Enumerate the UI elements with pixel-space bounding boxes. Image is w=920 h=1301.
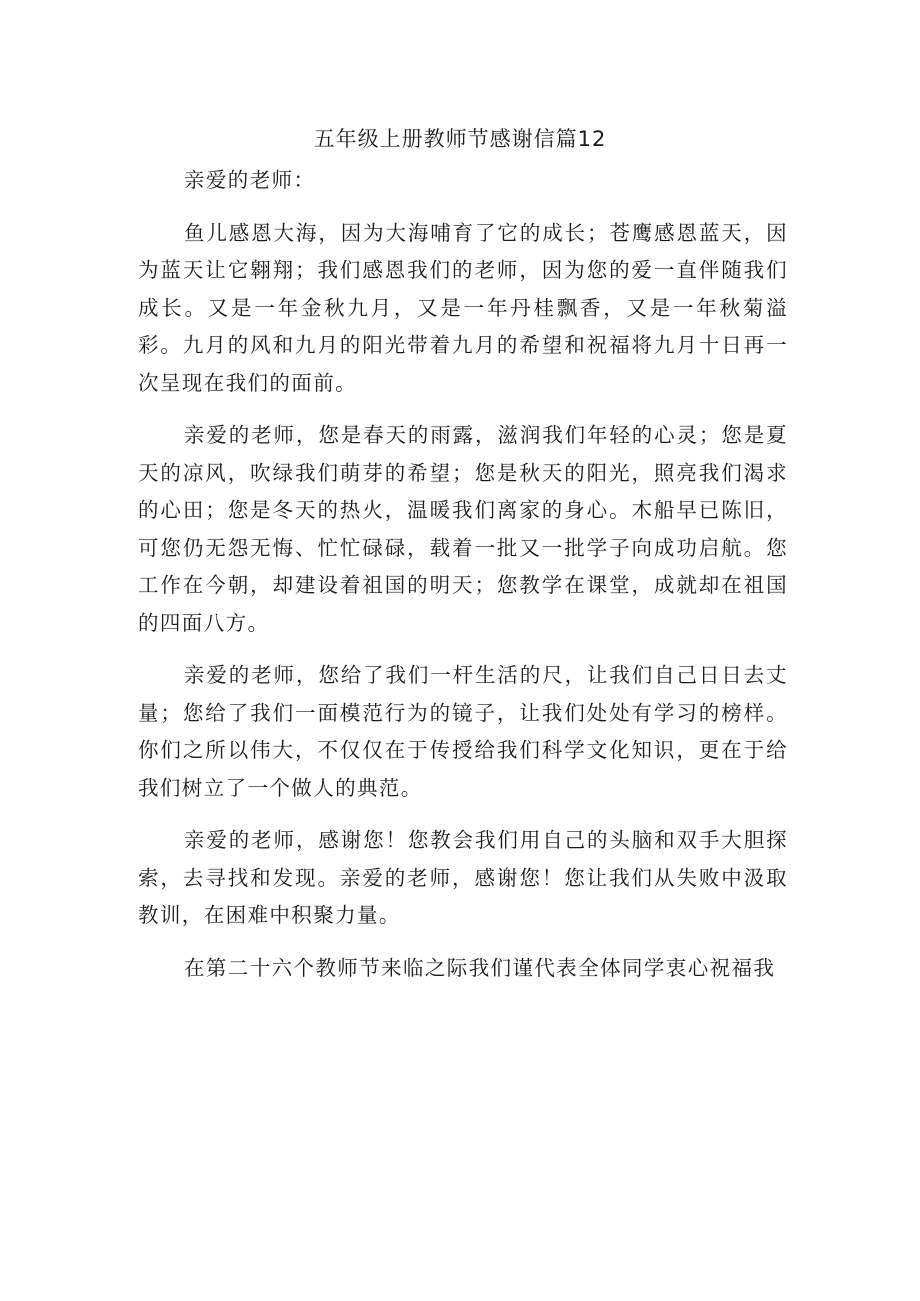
letter-salutation: 亲爱的老师：	[184, 168, 316, 192]
paragraph-2: 亲爱的老师，您是春天的雨露，滋润我们年轻的心灵；您是夏天的凉风，吹绿我们萌芽的希望；您是秋天的阳光，照亮我们渴求的心田；您是冬天的热火，温暖我们离家的身心。木船早已陈旧，可您仍无怨无悔、忙忙碌碌，载着一批又一批学子向成功启航。您工作在今朝，却建设着祖国的明天；您教学在课堂，成就却在祖国的四面八方。	[138, 423, 788, 635]
paragraph-5: 在第二十六个教师节来临之际我们谨代表全体同学衷心祝福我	[184, 955, 776, 980]
paragraph-1: 鱼儿感恩大海，因为大海哺育了它的成长；苍鹰感恩蓝天，因为蓝天让它翱翔；我们感恩我们的老师，因为您的爱一直伴随我们成长。又是一年金秋九月，又是一年丹桂飘香，又是一年秋菊溢彩。九月的风和九月的阳光带着九月的希望和祝福将九月十日再一次呈现在我们的面前。	[138, 220, 788, 395]
paragraph-3: 亲爱的老师，您给了我们一杆生活的尺，让我们自己日日去丈量；您给了我们一面模范行为的镜子，让我们处处有学习的榜样。你们之所以伟大，不仅仅在于传授给我们科学文化知识，更在于给我们树立了一个做人的典范。	[138, 663, 788, 800]
document-title: 五年级上册教师节感谢信篇12	[313, 127, 607, 151]
paragraph-4: 亲爱的老师，感谢您！您教会我们用自己的头脑和双手大胆探索，去寻找和发现。亲爱的老师，感谢您！您让我们从失败中汲取教训，在困难中积聚力量。	[138, 828, 788, 927]
letter-body	[138, 162, 788, 1002]
